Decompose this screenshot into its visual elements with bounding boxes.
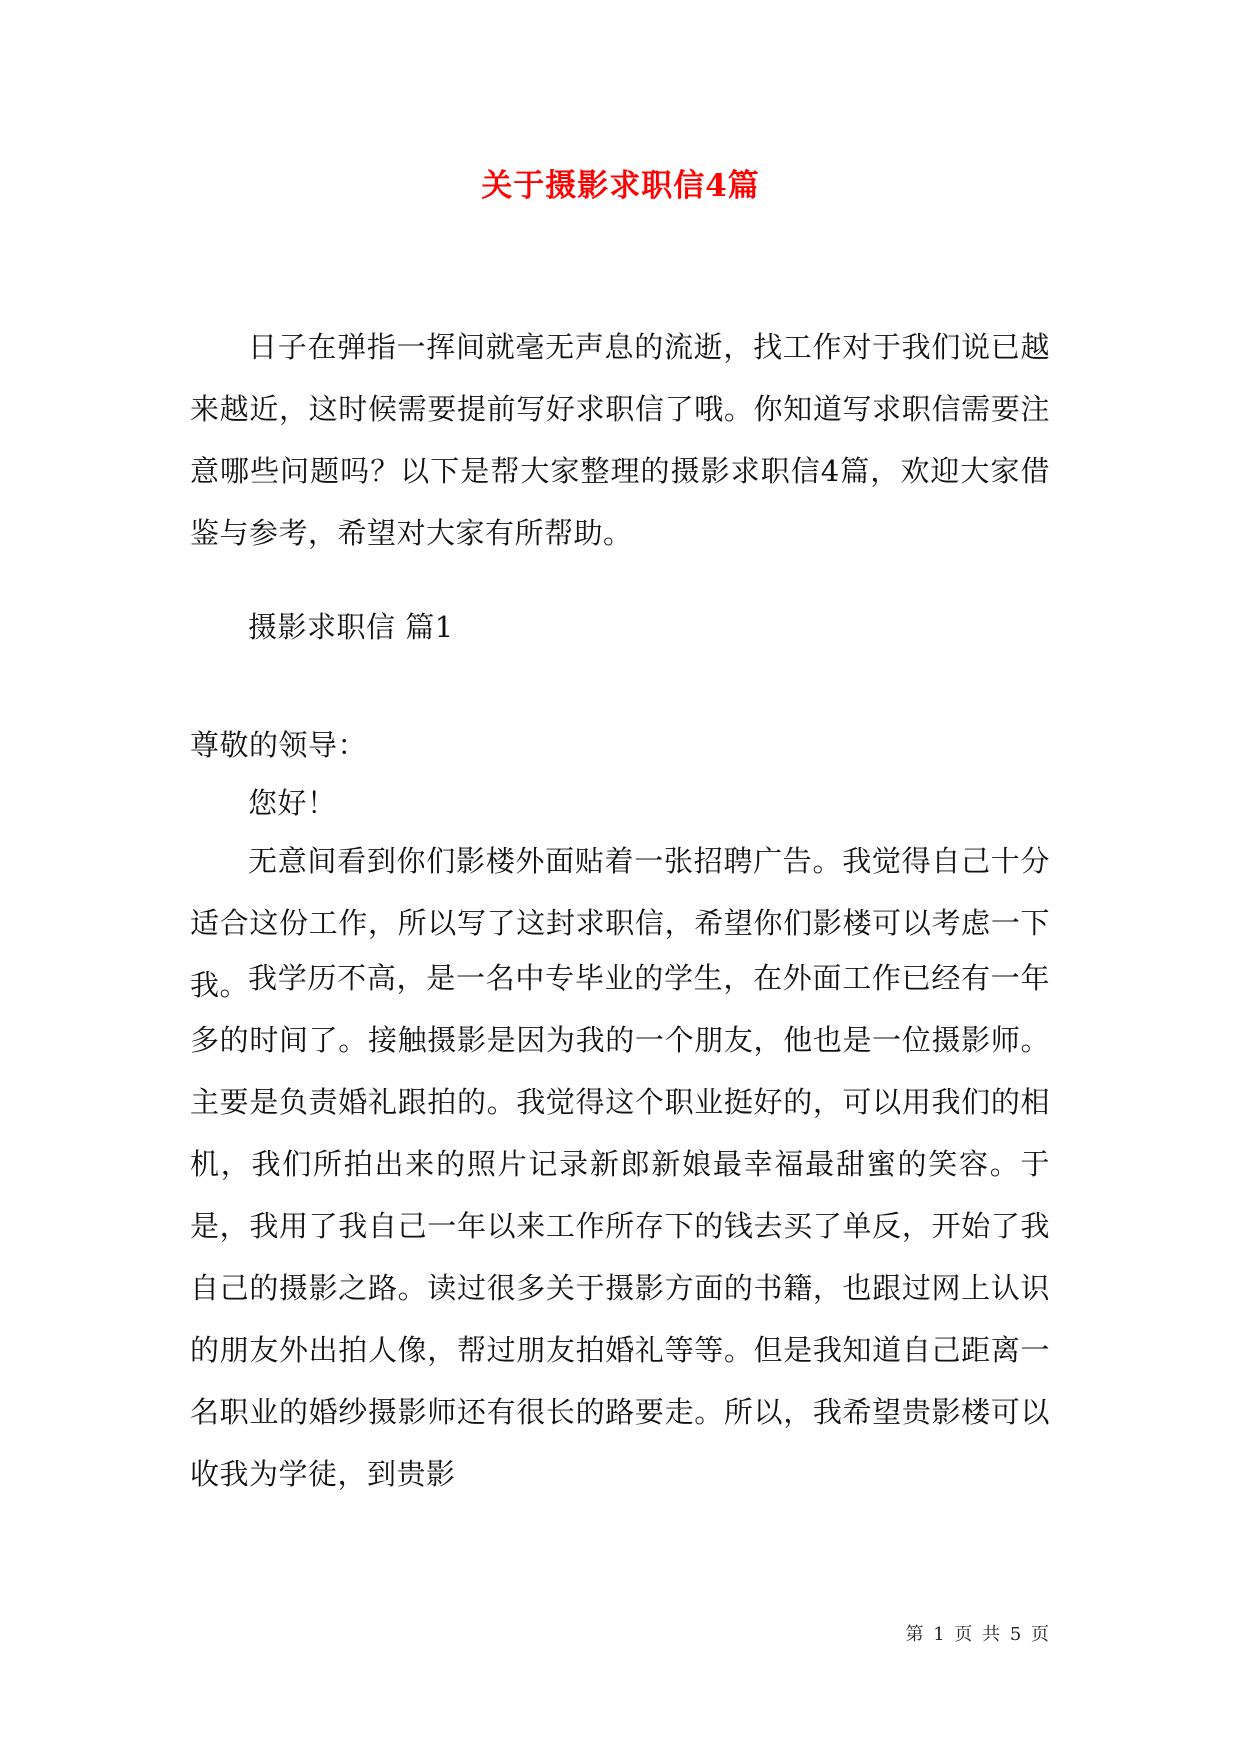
body-paragraph-1: 无意间看到你们影楼外面贴着一张招聘广告。我觉得自己十分适合这份工作，所以写了这封求职信，希望你们影楼可以考虑一下我。 xyxy=(190,844,1050,1002)
body-paragraph-2: 我学历不高，是一名中专毕业的学生，在外面工作已经有一年多的时间了。接触摄影是因为我的一个朋友，他也是一位摄影师。主要是负责婚礼跟拍的。我觉得这个职业挺好的，可以用我们的相机，我们所拍出来的照片记录新郎新娘最幸福最甜蜜的笑容。于是，我用了我自己一年以来工作所存下的钱去买了单反，开始了我自己的摄影之路。读过很多关于摄影方面的书籍，也跟过网上认识的朋友外出拍人像，帮过朋友拍婚礼等等。但是我知道自己距离一名职业的婚纱摄影师还有很长的路要走。所以，我希望贵影楼可以收我为学徒，到贵影 xyxy=(190,961,1050,1491)
document-title: 关于摄影求职信4篇 xyxy=(481,168,760,204)
section-heading: 摄影求职信 篇1 xyxy=(248,610,454,644)
salutation: 尊敬的领导： xyxy=(190,728,368,762)
page-indicator: 第 1 页 共 5 页 xyxy=(905,1624,1051,1645)
greeting: 您好！ xyxy=(248,786,337,820)
intro-paragraph: 日子在弹指一挥间就毫无声息的流逝，找工作对于我们说已越来越近，这时候需要提前写好求职信了哦。你知道写求职信需要注意哪些问题吗？以下是帮大家整理的摄影求职信4篇，欢迎大家借鉴与参考，希望对大家有所帮助。 xyxy=(190,330,1050,550)
